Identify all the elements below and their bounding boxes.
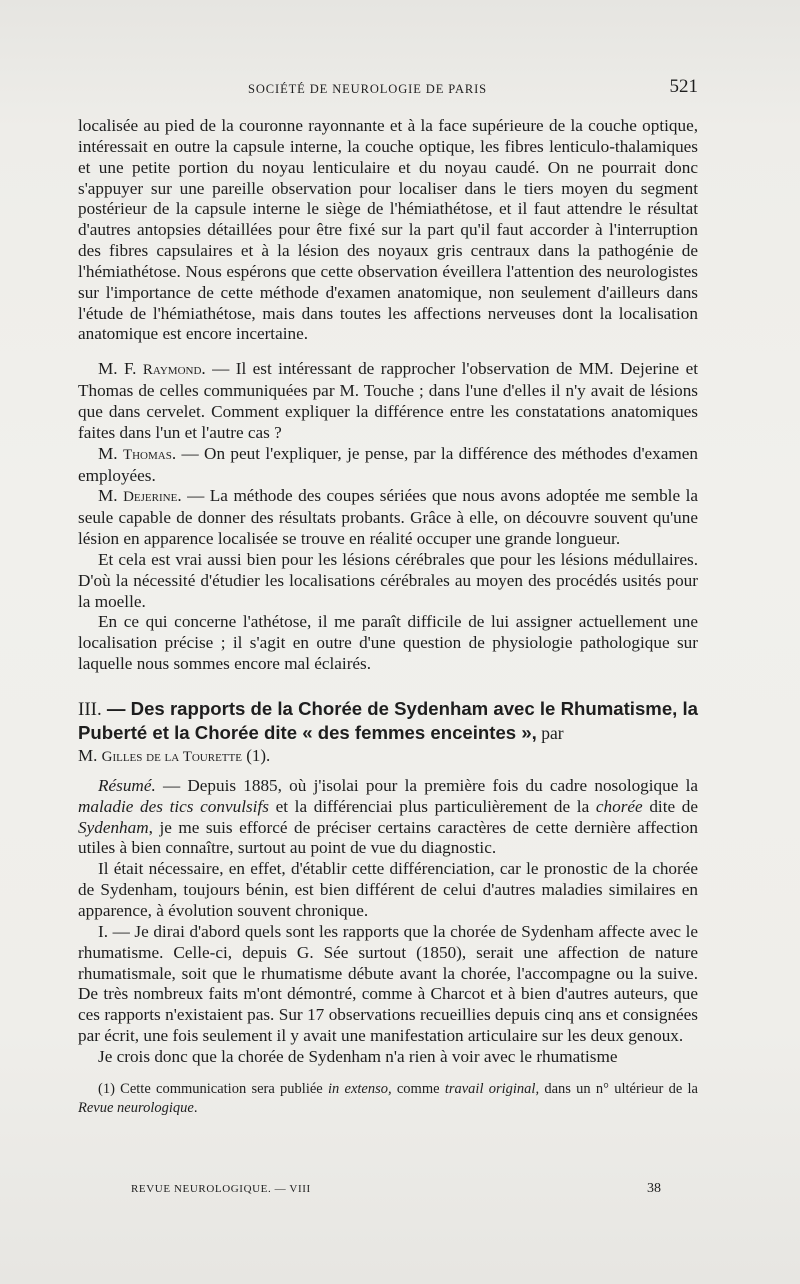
paragraph-crois: Je crois donc que la chorée de Sydenham n'a rien à voir avec le rhumatisme [98, 1046, 618, 1066]
speaker-raymond: Raymond [142, 362, 202, 379]
footnote: (1) Cette communication sera publiée in extenso, comme travail original, dans un n° ultérieur de la Revue neurologique. [78, 1080, 698, 1116]
page-number: 521 [669, 76, 698, 97]
paragraph-necessaire: Il était nécessaire, en effet, d'établir cette différenciation, car le pronostic de la chorée de Sydenham, toujours bénin, est bien différent de celui d'autres maladies similaires en apparence, à évolution souvent chronique. [78, 859, 698, 920]
paragraph-resume: Résumé. — Depuis 1885, où j'isolai pour la première fois du cadre nosologique la maladie des tics convulsifs et la différenciai plus particulièrement de la chorée dite de Sydenham, je me suis efforcé de préciser certains caractères de cette dernière affection utiles à bien connaître, surtout au point de vue du diagnostic. [78, 775, 698, 858]
text-column [78, 76, 698, 1118]
signature-line [131, 1183, 661, 1195]
section-author: M. Gilles de la Tourette (1). [78, 745, 271, 765]
speaker-thomas: Thomas [122, 446, 172, 463]
paragraph-athetose: En ce qui concerne l'athétose, il me paraît difficile de lui assigner actuellement une localisation précise ; il s'agit en outre d'une question de physiologie pathologique sur laquelle nous sommes encore mal éclairés. [78, 612, 698, 674]
sheet-number: 38 [647, 1181, 661, 1196]
paragraph-raymond: M. F. Raymond. — Il est intéressant de rapprocher l'observation de MM. Dejerine et Thomas de celles communiquées par M. Touche ; dans l'une d'elles il n'y avait de lésions que dans cervelet. Comment expliquer la différence entre les constatations anatomiques faites dans l'un et l'autre cas ? [78, 359, 698, 442]
author-name: Gilles de la Tourette [101, 748, 242, 765]
journal-signature: REVUE NEUROLOGIQUE. — VIII [131, 1183, 311, 1195]
speaker-dejerine: Dejerine [123, 489, 178, 506]
running-title: SOCIÉTÉ DE NEUROLOGIE DE PARIS [248, 82, 488, 96]
paragraph-medullaires: Et cela est vrai aussi bien pour les lésions cérébrales que pour les lésions médullaires. D'où la nécessité d'étudier les localisations cérébrales au moyen des procédés usités pour la moelle. [78, 549, 698, 611]
running-header [78, 76, 698, 104]
paragraph-rhumatisme: I. — Je dirai d'abord quels sont les rapports que la chorée de Sydenham affecte avec le rhumatisme. Celle-ci, depuis G. Sée surtout (1850), serait une affection de nature rhumatismale, soit que le rhumatisme débute avant la chorée, l'accompagne ou la suive. De très nombreux faits m'ont démontré, comme à Charcot et à bien d'autres auteurs, que ces rapports n'existaient pas. Sur 17 observations recueillies depuis cinq ans et consignées par écrit, une fois seulement il y avait une manifestation articulaire sur les deux genoux. [78, 921, 698, 1046]
paragraph-thomas: M. Thomas. — On peut l'expliquer, je pense, par la différence des méthodes d'examen employées. [78, 443, 698, 485]
section-heading: III. — Des rapports de la Chorée de Sydenham avec le Rhumatisme, la Puberté et la Chorée dite « des femmes enceintes », par [78, 697, 698, 743]
resume-label: Résumé. [98, 775, 156, 795]
paragraph-dejerine: M. Dejerine. — La méthode des coupes sériées que nous avons adoptée me semble la seule capable de donner des résultats probants. Grâce à elle, on découvre souvent qu'une lésion en apparence localisée se trouve en réalité occuper une grande longueur. [78, 486, 698, 549]
paragraph-hemiathetose: localisée au pied de la couronne rayonnante et à la face supérieure de la couche optique, intéressait en outre la capsule interne, la couche optique, les fibres lenticulo-thalamiques et une petite portion du noyau lenticulaire et du noyau caudé. On ne pourrait donc s'appuyer sur une pareille observation pour localiser dans le tiers moyen du segment postérieur de la capsule interne le siège de l'hémiathétose, et il faut attendre le résultat d'autres antopsies détaillées pour être fixé sur la part qu'il faut accorder à l'interruption des fibres capsulaires et à la lésion des noyaux gris centraux dans la pathogénie de l'hémiathétose. Nous espérons que cette observation éveillera l'attention des neurologistes sur l'importance de cette méthode d'examen anatomique, non seulement d'ailleurs dans l'étude de l'hémiathétose, mais dans toutes les affections nerveuses dont la localisation anatomique est encore incertaine. [78, 116, 698, 344]
